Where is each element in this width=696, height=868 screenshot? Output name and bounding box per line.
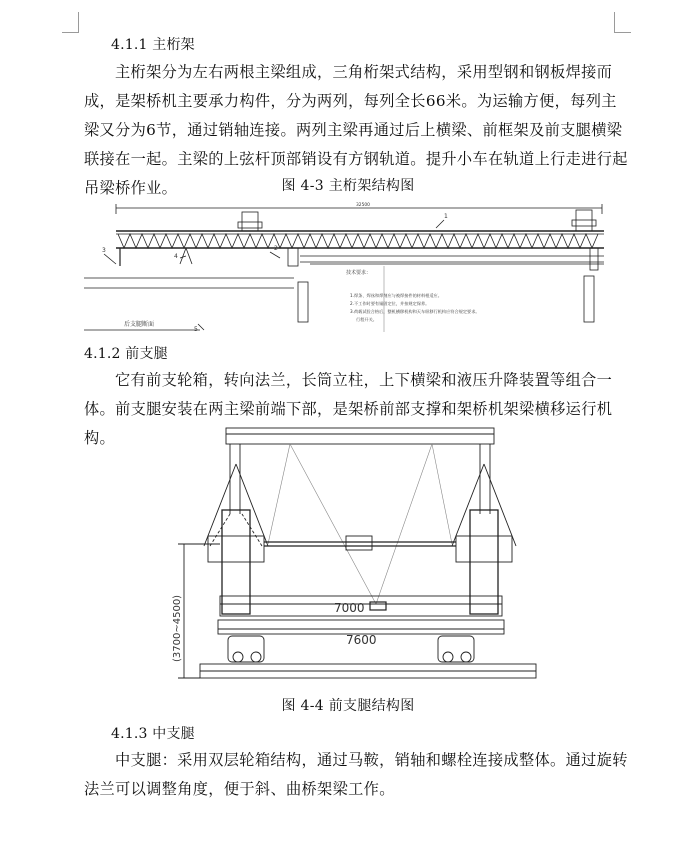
callout-3: 3 <box>102 247 106 254</box>
span-outer-dimension: 7600 <box>346 633 377 647</box>
page-corner-mark-right <box>614 12 631 33</box>
main-truss-drawing <box>84 198 614 338</box>
section-body-middle-leg: 中支腿：采用双层轮箱结构，通过马鞍，销轴和螺栓连接成整体。通过旋转法兰可以调整角度，便于斜、曲桥架梁工作。 <box>84 751 628 798</box>
technical-notes-title: 技术要求： <box>346 270 372 276</box>
callout-1: 1 <box>444 213 448 220</box>
technical-note-3: 3.荷载试验合格后，整机横移机构和天车纵移行机构应符合规定要求。 <box>350 309 480 314</box>
page-corner-mark-left <box>62 12 79 33</box>
callout-2: 2 <box>274 245 278 252</box>
section-body-main-truss: 主桁架分为左右两根主梁组成，三角桁架式结构，采用型钢和钢板焊接而成，是架桥机主要承力构件，分为两列，每列全长66米。为运输方便，每列主梁又分为6节，通过销轴连接。两列主梁再通过后上横梁、前框架及前支腿横梁联接在一起。主梁的上弦杆顶部销设有方钢轨道。提升小车在轨道上行走进行起吊梁桥作业。 <box>84 63 628 197</box>
callout-4: 4 <box>174 253 178 260</box>
section-body-front-leg: 它有前支轮箱，转向法兰，长筒立柱，上下横梁和液压升降装置等组合一体。前支腿安装在两主梁前端下部，是架桥前部支撑和架桥机架梁横移运行机构。 <box>84 371 613 447</box>
technical-note-1: 1.焊条、焊丝和焊剂应与被焊接件的材料相适应。 <box>350 293 442 298</box>
section-heading-front-leg: 4.1.2 前支腿 <box>84 346 168 362</box>
height-range-dimension: (3700~4500) <box>172 594 183 662</box>
technical-note-2: 2.不工作时要有锚固定位，并按规定保养。 <box>350 301 430 306</box>
figure-caption-main-truss: 图 4-3 主桁架结构图 <box>281 178 415 194</box>
technical-note-4: 行程开关。 <box>356 317 377 322</box>
front-leg-drawing <box>170 424 546 686</box>
rear-leg-section-label: 后支腿断面 <box>124 321 155 328</box>
length-dimension-label: 32500 <box>356 203 370 208</box>
callout-5: 5 <box>194 326 198 333</box>
section-heading-main-truss: 4.1.1 主桁架 <box>111 37 195 53</box>
span-inner-dimension: 7000 <box>334 601 365 615</box>
figure-caption-front-leg: 图 4-4 前支腿结构图 <box>281 698 415 714</box>
section-heading-middle-leg: 4.1.3 中支腿 <box>111 726 195 742</box>
